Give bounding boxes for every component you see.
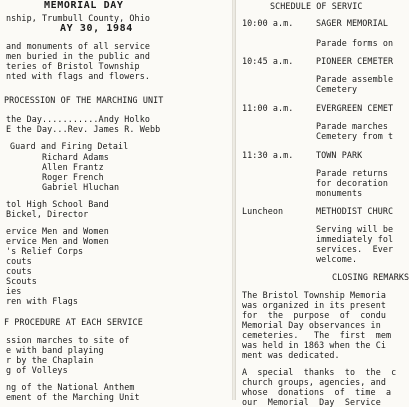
intro-line: teries of Bristol Township (6, 61, 140, 71)
intro-line: men buried in the public and (6, 51, 150, 61)
officer-line: the Day...........Andy Holko (6, 114, 150, 124)
unit-item: ervice Men and Women (6, 226, 109, 236)
schedule-detail: Parade assemble (316, 74, 394, 84)
thanks-line: A special thanks to the c (242, 367, 397, 377)
township-line: nship, Trumbull County, Ohio (6, 13, 150, 23)
program-title: MEMORIAL DAY (44, 0, 124, 11)
schedule-detail: for decoration (316, 178, 388, 188)
history-line: for the purpose of condu (242, 310, 386, 320)
thanks-line: church groups, agencies, and (242, 377, 386, 387)
thanks-line: our Memorial Day Service (242, 397, 381, 407)
schedule-place: METHODIST CHURC (316, 206, 394, 216)
history-line: The Bristol Township Memoria (242, 290, 386, 300)
guard-member: Richard Adams (42, 152, 109, 162)
procedure-step: e with band playing (6, 345, 104, 355)
unit-item: couts (6, 256, 32, 266)
officer-line: E the Day...Rev. James R. Webb (6, 124, 161, 134)
guard-member: Allen Frantz (42, 162, 104, 172)
history-line: Memorial Day observances in (242, 320, 381, 330)
unit-item: Scouts (6, 276, 37, 286)
schedule-detail: Cemetery from t (316, 131, 394, 141)
procedure-step: g of Volleys (6, 365, 68, 375)
schedule-place: PIONEER CEMETER (316, 56, 394, 66)
guard-member: Roger French (42, 172, 104, 182)
thanks-line: whose donations of time a (242, 387, 392, 397)
schedule-detail: Serving will be (316, 224, 394, 234)
schedule-place: TOWN PARK (316, 150, 363, 160)
program-date: AY 30, 1984 (60, 23, 133, 34)
procedure-step: ement of the Marching Unit (6, 392, 140, 402)
history-line: was held in 1863 when the Ci (242, 340, 386, 350)
schedule-time: 11:30 a.m. (242, 150, 294, 160)
history-line: cemeteries. The first mem (242, 330, 392, 340)
band-line: Bickel, Director (6, 209, 89, 219)
schedule-time: 11:00 a.m. (242, 103, 294, 113)
procedure-step: r by the Chaplain (6, 355, 94, 365)
guard-heading: Guard and Firing Detail (10, 141, 129, 151)
procedure-heading: F PROCEDURE AT EACH SERVICE (4, 317, 143, 327)
procedure-step: ssion marches to site of (6, 335, 130, 345)
unit-item: ies (6, 286, 22, 296)
unit-item: couts (6, 266, 32, 276)
schedule-detail: services. Ever (316, 244, 394, 254)
schedule-detail: immediately fol (316, 234, 394, 244)
procedure-step: ng of the National Anthem (6, 382, 135, 392)
schedule-place: SAGER MEMORIAL (316, 18, 388, 28)
intro-line: nted with flags and flowers. (6, 71, 150, 81)
schedule-detail: Cemetery (316, 84, 358, 94)
unit-item: 's Relief Corps (6, 246, 84, 256)
intro-line: and monuments of all service (6, 41, 150, 51)
schedule-detail: Parade marches (316, 121, 388, 131)
guard-member: Gabriel Hluchan (42, 182, 120, 192)
schedule-detail: Parade forms on (316, 38, 394, 48)
schedule-heading: SCHEDULE OF SERVIC (270, 1, 363, 11)
unit-item: ervice Men and Women (6, 236, 109, 246)
schedule-detail: welcome. (316, 254, 358, 264)
history-line: ment was dedicated. (242, 350, 340, 360)
schedule-time: 10:00 a.m. (242, 18, 294, 28)
schedule-detail: monuments (316, 188, 363, 198)
schedule-place: EVERGREEN CEMET (316, 103, 394, 113)
right-page (236, 0, 409, 407)
procession-heading: PROCESSION OF THE MARCHING UNIT (4, 95, 164, 105)
history-line: was organized in its present (242, 300, 386, 310)
unit-item: ren with Flags (6, 296, 78, 306)
schedule-time: 10:45 a.m. (242, 56, 294, 66)
band-line: tol High School Band (6, 199, 109, 209)
schedule-detail: Parade returns (316, 168, 388, 178)
closing-remarks: CLOSING REMARKS (332, 272, 409, 282)
schedule-time: Luncheon (242, 206, 284, 216)
